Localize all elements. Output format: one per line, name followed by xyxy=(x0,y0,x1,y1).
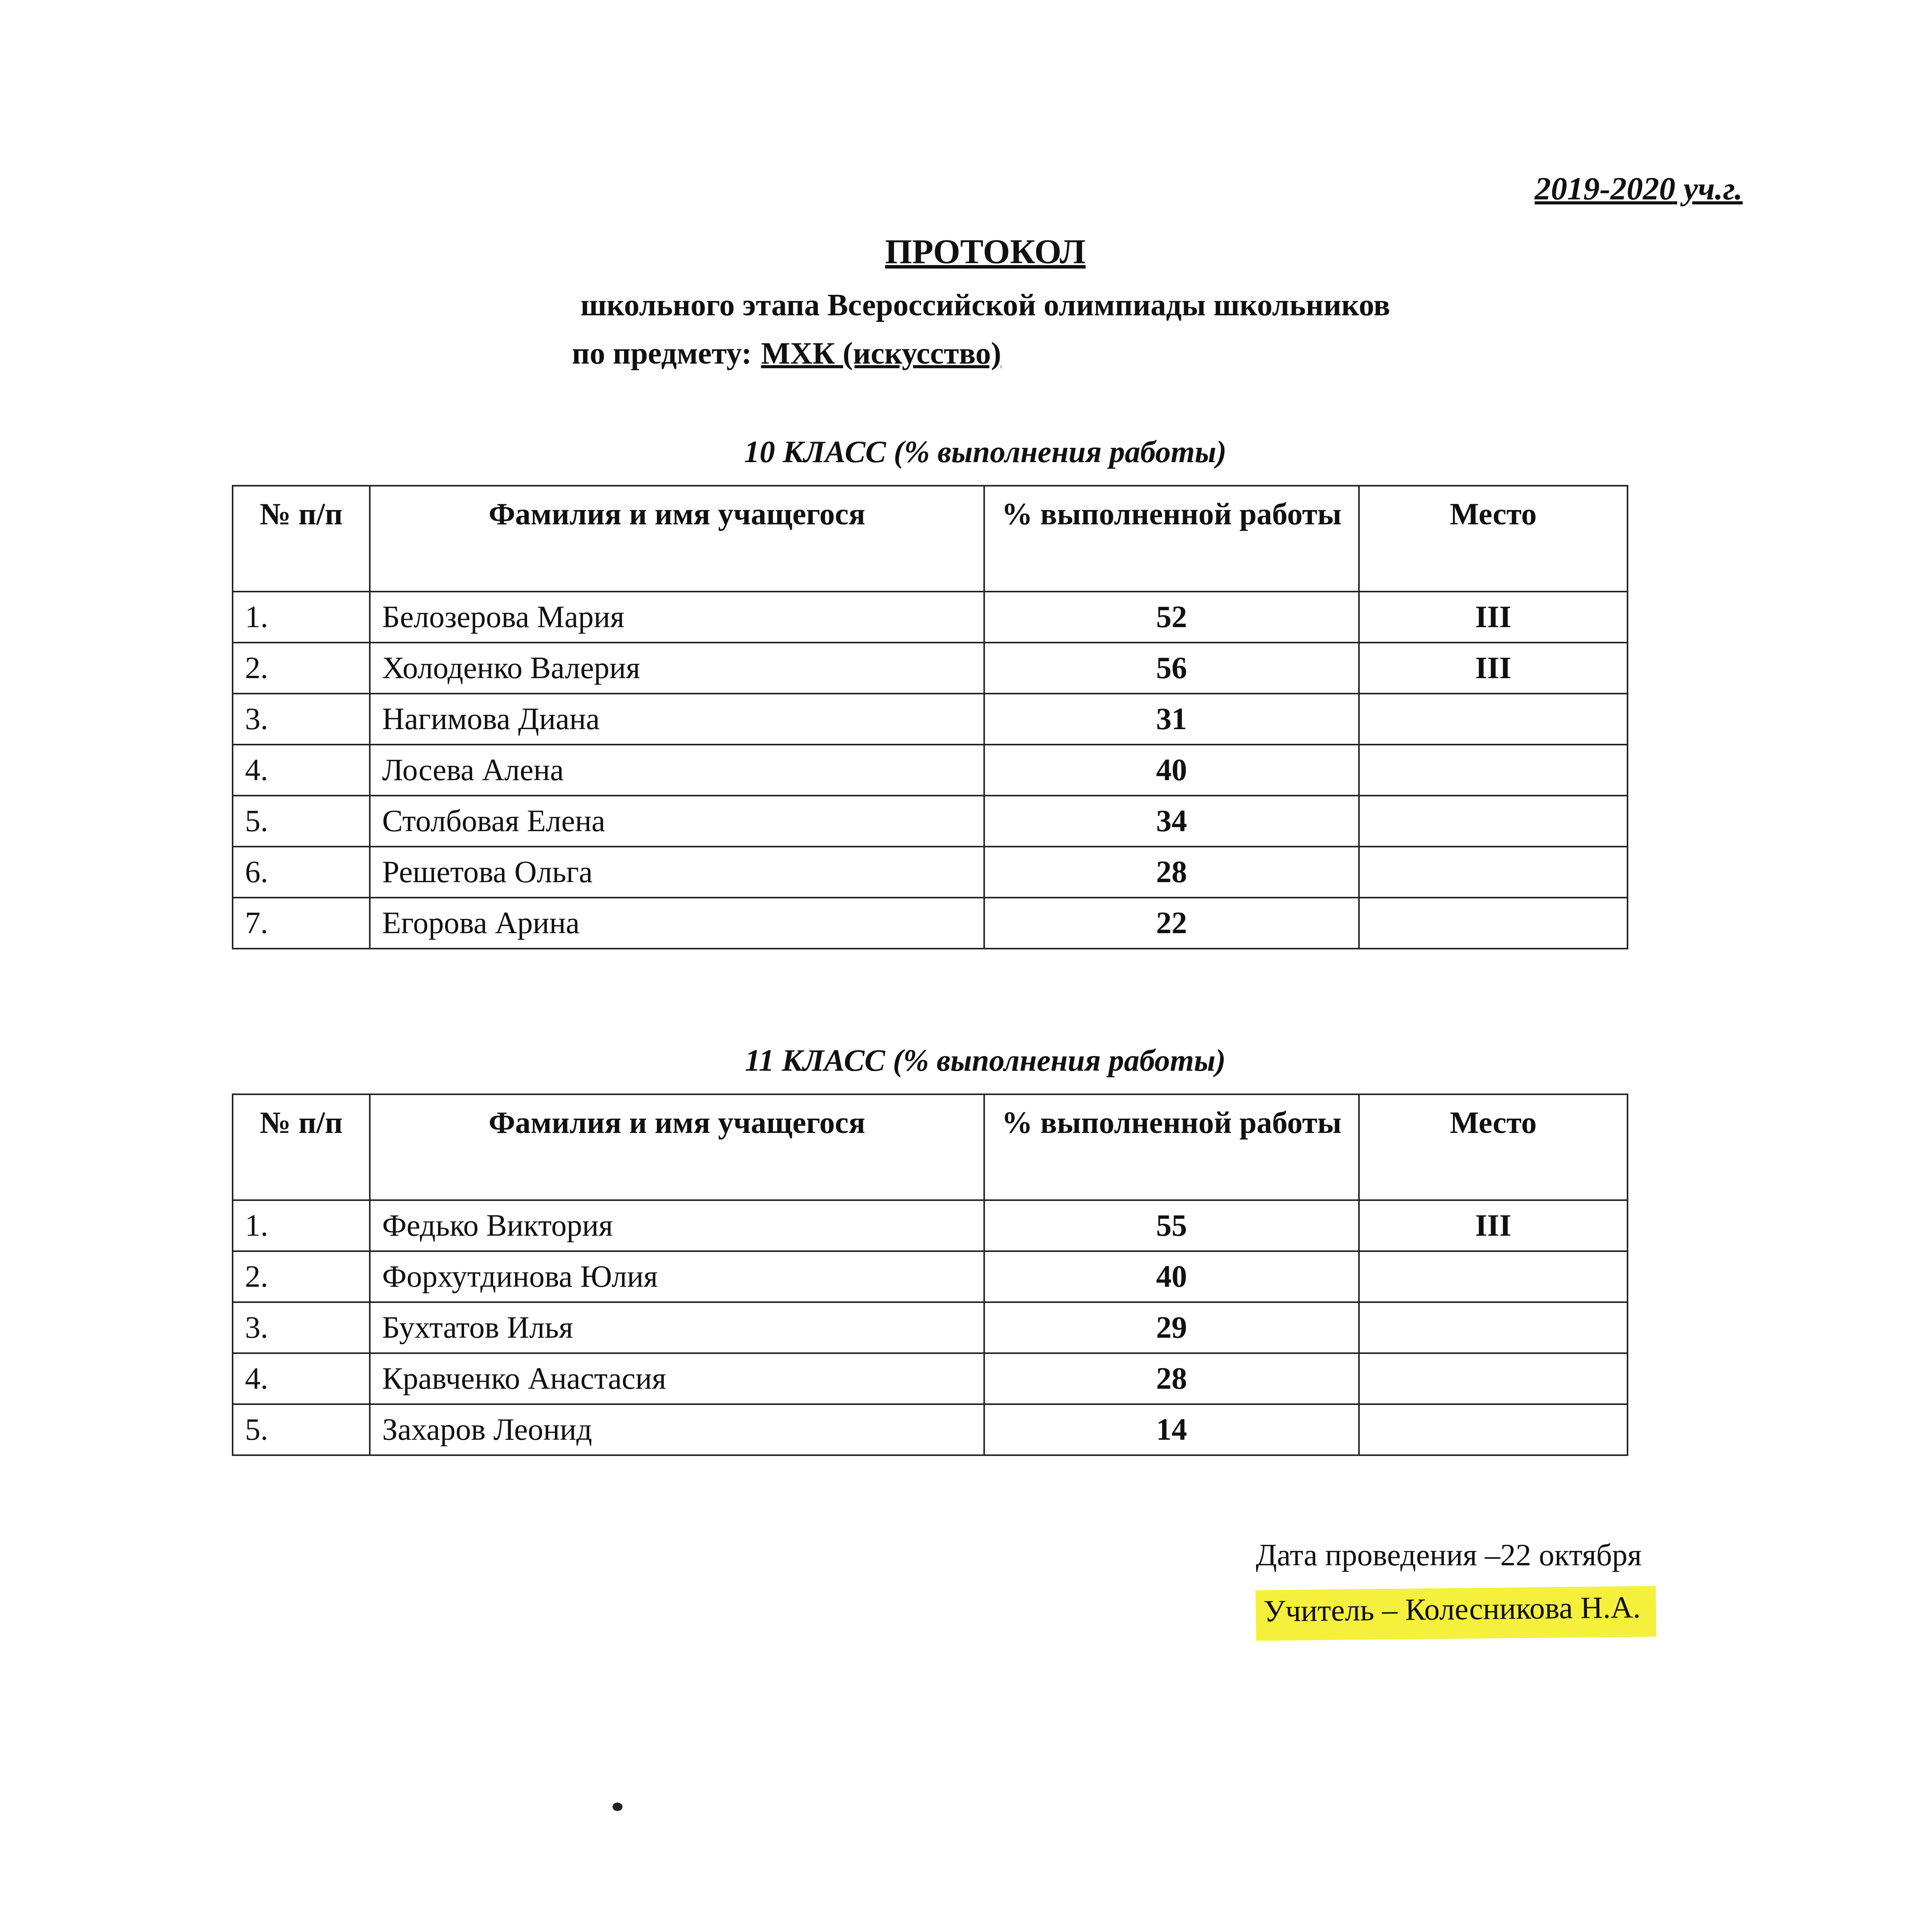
student-name: Столбовая Елена xyxy=(370,796,984,847)
table-row xyxy=(233,847,1628,898)
place-value xyxy=(1359,1251,1628,1302)
place-value xyxy=(1359,745,1628,796)
class11-table xyxy=(232,1094,1628,1456)
percent-value: 55 xyxy=(984,1200,1359,1251)
col-name-header: Фамилия и имя учащегося xyxy=(370,486,984,592)
row-num: 5. xyxy=(233,796,370,847)
row-num: 3. xyxy=(233,694,370,745)
percent-value: 40 xyxy=(984,745,1359,796)
place-value xyxy=(1359,1353,1628,1404)
percent-value: 29 xyxy=(984,1302,1359,1353)
percent-value: 22 xyxy=(984,898,1359,949)
col-place-header: Место xyxy=(1359,486,1628,592)
subject-line xyxy=(572,336,1001,371)
ink-dot xyxy=(612,1803,622,1811)
table-row xyxy=(233,745,1628,796)
class11-heading: 11 КЛАСС (% выполнения работы) xyxy=(745,1044,1226,1078)
table-header-row xyxy=(233,486,1628,592)
table-row xyxy=(233,1302,1628,1353)
place-value xyxy=(1359,694,1628,745)
table-row xyxy=(233,1200,1628,1251)
row-num: 5. xyxy=(233,1404,370,1455)
table-row xyxy=(233,1353,1628,1404)
student-name: Егорова Арина xyxy=(370,898,984,949)
academic-year: 2019-2020 уч.г. xyxy=(1534,171,1743,207)
table-row xyxy=(233,1251,1628,1302)
student-name: Белозерова Мария xyxy=(370,592,984,643)
col-num-header: № п/п xyxy=(233,486,370,592)
row-num: 2. xyxy=(233,643,370,694)
class10-heading: 10 КЛАСС (% выполнения работы) xyxy=(744,435,1227,469)
table-header-row xyxy=(233,1094,1628,1200)
document-title: ПРОТОКОЛ xyxy=(885,233,1086,271)
place-value xyxy=(1359,1302,1628,1353)
student-name: Нагимова Диана xyxy=(370,694,984,745)
row-num: 3. xyxy=(233,1302,370,1353)
place-value: III xyxy=(1359,643,1628,694)
table-row xyxy=(233,898,1628,949)
row-num: 1. xyxy=(233,1200,370,1251)
student-name: Захаров Леонид xyxy=(370,1404,984,1455)
student-name: Решетова Ольга xyxy=(370,847,984,898)
table-row xyxy=(233,796,1628,847)
place-value xyxy=(1359,898,1628,949)
table-row xyxy=(233,1404,1628,1455)
subject-name: МХК (искусство) xyxy=(761,337,1002,371)
percent-value: 28 xyxy=(984,847,1359,898)
row-num: 4. xyxy=(233,1353,370,1404)
class10-table xyxy=(232,485,1628,949)
percent-value: 40 xyxy=(984,1251,1359,1302)
student-name: Холоденко Валерия xyxy=(370,643,984,694)
document-subtitle: школьного этапа Всероссийской олимпиады школьников xyxy=(580,288,1390,322)
percent-value: 14 xyxy=(984,1404,1359,1455)
col-num-header: № п/п xyxy=(233,1094,370,1200)
subject-label: по предмету: xyxy=(572,337,752,371)
table-row xyxy=(233,592,1628,643)
percent-value: 31 xyxy=(984,694,1359,745)
student-name: Бухтатов Илья xyxy=(370,1302,984,1353)
row-num: 1. xyxy=(233,592,370,643)
student-name: Лосева Алена xyxy=(370,745,984,796)
percent-value: 34 xyxy=(984,796,1359,847)
percent-value: 28 xyxy=(984,1353,1359,1404)
place-value xyxy=(1359,796,1628,847)
student-name: Форхутдинова Юлия xyxy=(370,1251,984,1302)
table-row xyxy=(233,643,1628,694)
row-num: 4. xyxy=(233,745,370,796)
event-date: Дата проведения –22 октября xyxy=(1256,1538,1642,1572)
row-num: 6. xyxy=(233,847,370,898)
row-num: 7. xyxy=(233,898,370,949)
col-pct-header: % выполненной работы xyxy=(984,486,1359,592)
col-place-header: Место xyxy=(1359,1094,1628,1200)
percent-value: 52 xyxy=(984,592,1359,643)
percent-value: 56 xyxy=(984,643,1359,694)
teacher-name-highlighted: Учитель – Колесникова Н.А. xyxy=(1255,1586,1656,1641)
place-value: III xyxy=(1359,592,1628,643)
student-name: Федько Виктория xyxy=(370,1200,984,1251)
place-value: III xyxy=(1359,1200,1628,1251)
place-value xyxy=(1359,847,1628,898)
col-pct-header: % выполненной работы xyxy=(984,1094,1359,1200)
table-row xyxy=(233,694,1628,745)
col-name-header: Фамилия и имя учащегося xyxy=(370,1094,984,1200)
student-name: Кравченко Анастасия xyxy=(370,1353,984,1404)
row-num: 2. xyxy=(233,1251,370,1302)
place-value xyxy=(1359,1404,1628,1455)
